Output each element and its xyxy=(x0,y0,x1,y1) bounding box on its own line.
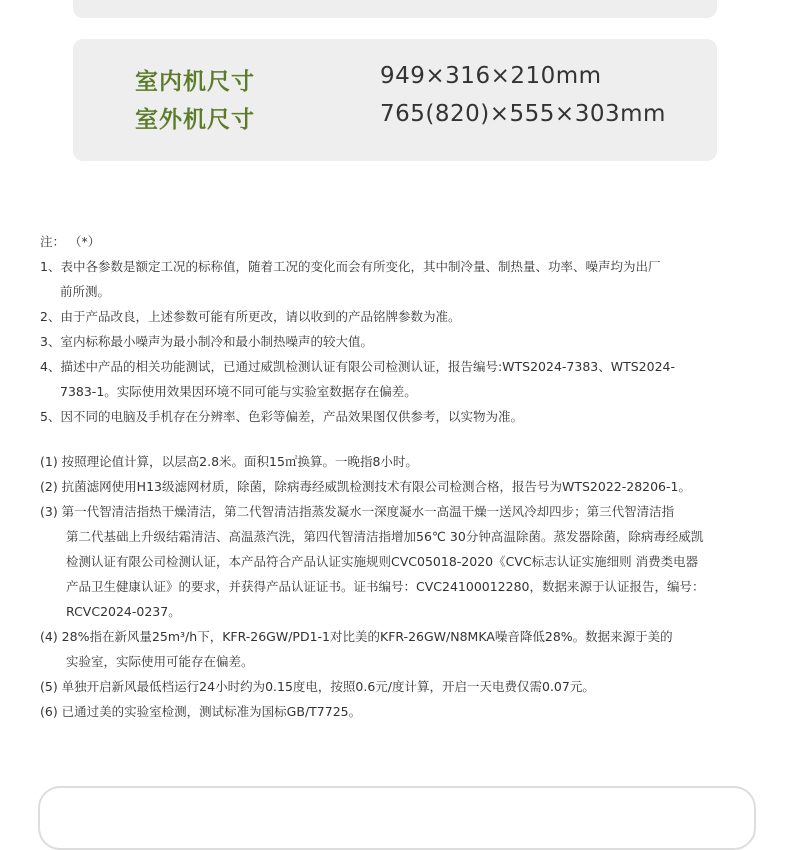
notes-heading: 注： （*） xyxy=(40,234,101,249)
indoor-unit-size-value: 949×316×210mm xyxy=(380,63,602,89)
dimension-spec-card xyxy=(73,39,717,161)
note-item-continued: 前所测。 xyxy=(60,284,111,299)
outdoor-unit-size-value: 765(820)×555×303mm xyxy=(380,101,666,127)
outdoor-unit-size-label: 室外机尺寸 xyxy=(135,107,255,133)
next-card xyxy=(38,786,756,850)
note-item: 3、室内标称最小噪声为最小制冷和最小制热噪声的较大值。 xyxy=(40,334,373,349)
footnote-item-continued: 检测认证有限公司检测认证，本产品符合产品认证实施规则CVC05018-2020《CVC标志认证实施细则 消费类电器 xyxy=(66,554,699,569)
note-item: 5、因不同的电脑及手机存在分辨率、色彩等偏差，产品效果图仅供参考，以实物为准。 xyxy=(40,409,523,424)
footnote-item-continued: RCVC2024-0237。 xyxy=(66,604,181,619)
note-item: 2、由于产品改良，上述参数可能有所更改，请以收到的产品铭牌参数为准。 xyxy=(40,309,461,324)
footnote-item: (6) 已通过美的实验室检测，测试标准为国标GB/T7725。 xyxy=(40,704,362,719)
note-item-continued: 7383-1。实际使用效果因环境不同可能与实验室数据存在偏差。 xyxy=(60,384,417,399)
footnote-item: (4) 28%指在新风量25m³/h下，KFR-26GW/PD1-1对比美的KFR-26GW/N8MKA噪音降低28%。数据来源于美的 xyxy=(40,629,673,644)
note-item: 1、表中各参数是额定工况的标称值，随着工况的变化而会有所变化，其中制冷量、制热量、功率、噪声均为出厂 xyxy=(40,259,661,274)
footnote-item: (2) 抗菌滤网使用H13级滤网材质，除菌，除病毒经威凯检测技术有限公司检测合格，报告号为WTS2022-28206-1。 xyxy=(40,479,691,494)
footnote-item-continued: 产品卫生健康认证》的要求，并获得产品认证证书。证书编号：CVC24100012280，数据来源于认证报告，编号： xyxy=(66,579,705,594)
footnote-item-continued: 第二代基础上升级结霜清洁、高温蒸汽洗，第四代智清洁指增加56℃ 30分钟高温除菌。蒸发器除菌，除病毒经威凯 xyxy=(66,529,704,544)
footnote-item-continued: 实验室，实际使用可能存在偏差。 xyxy=(66,654,254,669)
indoor-unit-size-label: 室内机尺寸 xyxy=(135,69,255,95)
footnote-item: (5) 单独开启新风最低档运行24小时约为0.15度电，按照0.6元/度计算，开启一天电费仅需0.07元。 xyxy=(40,679,595,694)
footnote-item: (3) 第一代智清洁指热干燥清洁，第二代智清洁指蒸发凝水一深度凝水一高温干燥一送风冷却四步；第三代智清洁指 xyxy=(40,504,675,519)
footnote-item: (1) 按照理论值计算，以层高2.8米。面积15㎡换算。一晚指8小时。 xyxy=(40,454,418,469)
note-item: 4、描述中产品的相关功能测试，已通过威凯检测认证有限公司检测认证，报告编号:WTS2024-7383、WTS2024- xyxy=(40,359,675,374)
section-spacer xyxy=(40,429,780,449)
previous-card xyxy=(73,0,717,18)
notes-section xyxy=(40,229,780,724)
